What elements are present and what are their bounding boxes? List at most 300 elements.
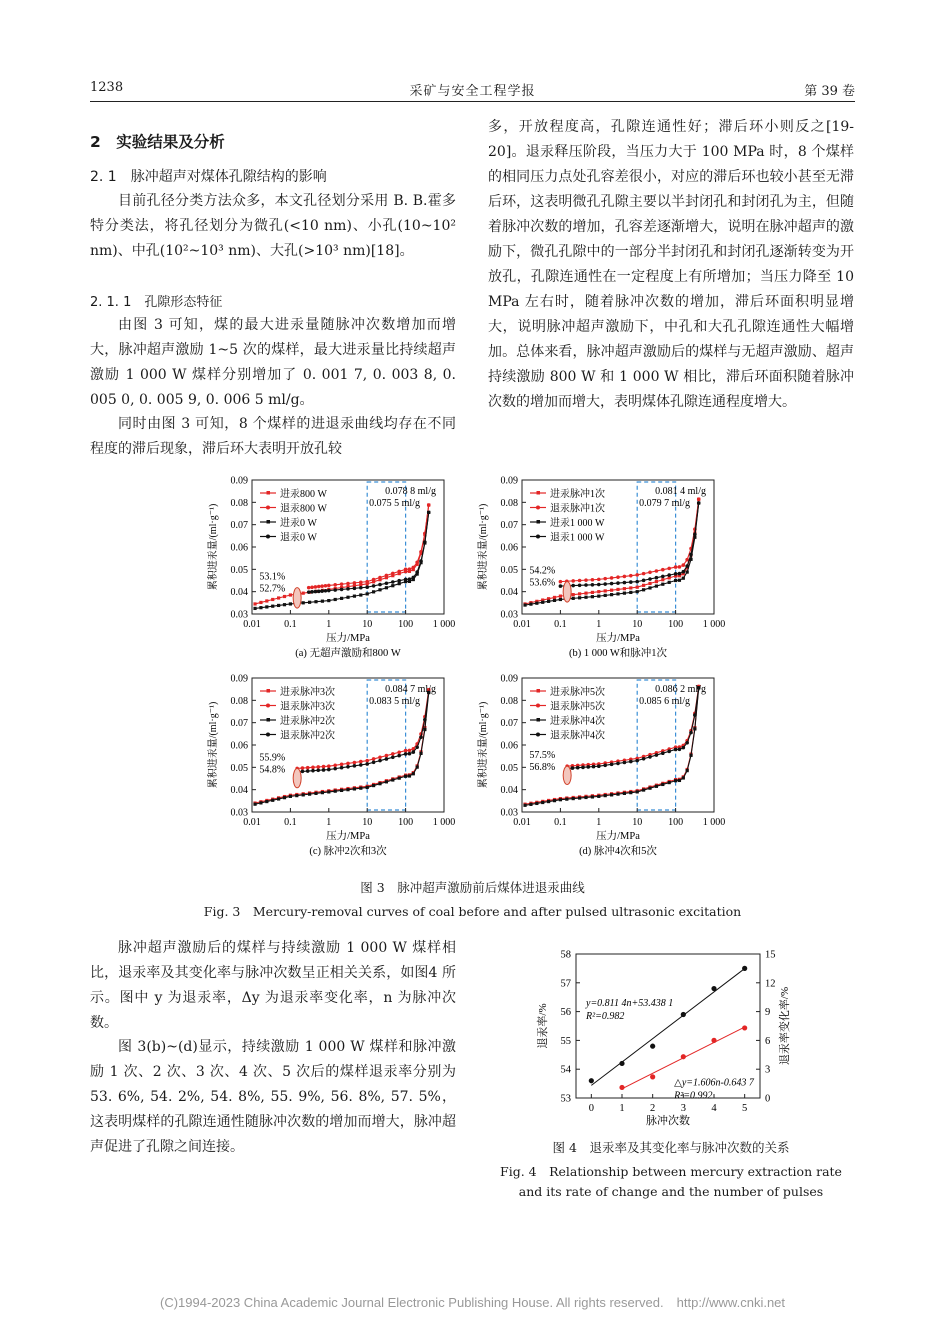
data-point [636,586,639,589]
legend-label: 进汞1 000 W [550,518,605,529]
data-point [353,761,357,765]
x-tick-label: 0.1 [284,817,297,828]
legend-label: 进汞脉冲5次 [550,687,605,698]
hysteresis-marker [563,766,571,784]
data-point [333,763,337,767]
data-point [576,766,580,770]
max-label-lower: 0.083 5 ml/g [369,696,420,707]
y-tick-label: 58 [560,949,571,961]
data-point [674,572,678,576]
y-tick-label: 56 [560,1007,571,1019]
data-point [408,774,411,777]
right-paragraph-1: 多，开放程度高，孔隙连通性好；滞后环小则反之[19-20]。退汞释压阶段，当压力大于 100 MPa 时，8 个煤样的相同压力点处孔容差很小，对应的滞后环也较小甚至无滞后环，这表明微孔孔隙主要以半封闭孔和封闭孔为主，但随着脉冲次数的增加，孔容差逐渐增大，说明在脉冲超声的激励下，微孔孔隙中的一部分半封闭孔和封闭孔逐渐转变为开放孔，孔隙连通性在一定程度上有所增加；当压力降至 10 MPa 左右时，随着脉冲次数的增加，滞后环面积明显增大，说明脉冲超声激励下，中孔和大孔孔隙连通性大幅增加。总体来看，脉冲超声激励后的煤样与无超声激励、超声持续激励 800 W 和 1 000 W 相比，滞后环面积随着脉冲次数的增加而增大，表明煤体孔隙连通程度增大。 [488,119,854,410]
data-point [529,603,532,606]
data-point [616,762,620,766]
data-point [416,766,419,769]
data-point [547,600,550,603]
data-point [682,570,686,574]
y-tick-label: 0.07 [500,718,518,730]
y-tick-label: 0.06 [230,740,248,752]
data-point-change [650,1074,655,1079]
data-point [415,570,419,574]
data-point [372,590,375,593]
data-point [359,586,363,590]
data-point [408,749,412,753]
data-point [346,596,349,599]
x-tick-label: 10 [362,817,373,828]
x-tick-label: 0.01 [243,817,261,828]
volume-label: 第 39 卷 [804,84,855,99]
y-axis-label: 累积进汞量/(ml·g⁻¹) [478,701,489,789]
data-point [385,780,388,783]
data-point [667,750,671,754]
x-tick-label: 100 [668,817,684,828]
x-tick-label: 1 000 [702,817,726,828]
data-point [419,752,422,755]
y-axis-label: 累积进汞量/(ml·g⁻¹) [478,503,489,591]
data-point [603,763,607,767]
data-point [277,604,280,607]
data-point [372,761,376,765]
data-point [616,592,619,595]
data-point [655,580,658,583]
legend-marker [267,491,271,495]
bottom-paragraph-1: 脉冲超声激励后的煤样与持续激励 1 000 W 煤样相比，退汞率及其变化率与脉冲次数呈正相关关系，如图4 所示。图中 y 为退汞率，Δy 为退汞率变化率，n 为脉冲次数。 [90,940,456,1031]
data-point [584,592,587,595]
data-point-rate [711,986,716,991]
data-point [689,731,693,735]
y-tick-label: 0.07 [500,520,518,532]
data-point [591,595,594,598]
x-axis-label: 压力/MPa [596,831,640,842]
y-tick-label: 0.09 [500,475,518,487]
data-point [412,566,416,570]
data-point [629,574,633,578]
data-point [353,787,356,790]
left-paragraph-2: 由图 3 可知，煤的最大进汞量随脉冲次数增加而增大，脉冲超声激励 1~5 次的煤样，最大进汞量比持续超声激励 1 000 W 煤样分别增加了 0. 001 7, 0. 003 8, 0. 005 0, 0. 005 9, 0. 006 5 ml/g。 [90,317,456,408]
data-point [308,601,311,604]
data-point [412,576,416,580]
data-point [327,790,330,793]
data-point [623,581,627,585]
legend-marker [536,733,540,737]
data-point [578,596,581,599]
x-tick-label: 0.01 [243,619,261,630]
data-point [391,584,394,587]
panel-caption: (d) 脉冲4次和5次 [579,846,657,857]
y-tick-label: 0.08 [500,695,518,707]
data-point [359,763,363,767]
data-point [685,741,689,745]
data-point [668,581,671,584]
data-point [535,802,538,805]
data-point [306,769,310,773]
y-tick-label: 0.09 [230,475,248,487]
y-tick-label: 0.03 [230,807,248,819]
data-point [553,599,556,602]
data-point [623,792,626,795]
data-point [642,788,645,791]
data-point [311,769,315,773]
data-point [259,801,262,804]
panel-caption: (a) 无超声激励和800 W [295,648,401,659]
data-point [674,565,678,569]
max-label-upper: 0.084 7 ml/g [385,684,436,695]
data-point [689,754,692,757]
data-point [584,796,587,799]
legend-label: 进汞脉冲2次 [280,716,335,727]
data-point [578,579,582,583]
data-point [578,584,582,588]
x-tick-label: 0.01 [513,817,531,828]
data-point [310,590,314,594]
data-point [635,759,639,763]
page-number: 1238 [90,80,124,95]
data-point [302,793,305,796]
data-point [353,587,357,591]
data-point [346,587,350,591]
y-tick-label: 0.09 [500,673,518,685]
data-point [277,596,280,599]
x-tick-label: 100 [668,619,684,630]
data-point [682,776,685,779]
data-point [597,583,601,587]
data-point [365,580,369,584]
data-point [648,787,651,790]
data-point [597,590,600,593]
data-point [322,768,326,772]
data-point [629,586,632,589]
data-point [289,593,292,596]
x-tick-label: 5 [742,1103,748,1114]
data-point [661,575,665,579]
data-point [340,789,343,792]
equation-1: y=0.811 4n+53.438 1 [586,997,674,1009]
data-point [541,801,544,804]
data-point [636,790,639,793]
data-point [553,799,556,802]
data-point [385,586,388,589]
data-point [372,784,375,787]
data-point [404,752,408,756]
legend-label: 进汞脉冲4次 [550,716,605,727]
legend-label: 进汞0 W [280,518,317,529]
data-point [591,583,595,587]
y-right-tick-label: 3 [765,1064,771,1076]
data-point [655,753,659,757]
data-point [553,596,556,599]
data-point [307,590,311,594]
legend-marker [267,520,271,524]
x-tick-label: 10 [362,619,373,630]
data-point [334,598,337,601]
data-point [693,532,697,536]
y-right-tick-label: 9 [765,1007,771,1019]
data-point [572,797,575,800]
x-axis-label: 压力/MPa [596,633,640,644]
data-point [333,767,337,771]
data-point [693,713,697,717]
data-point [661,751,665,755]
y-tick-label: 0.08 [500,497,518,509]
y-tick-label: 0.05 [500,564,518,576]
left-paragraph-1: 目前孔径分类方法众多，本文孔径划分采用 B. B.霍多特分类法，将孔径划分为微孔(<10 nm)、小孔(10~10² nm)、中孔(10²~10³ nm)、大孔(>10³ nm)[18]。 [90,193,456,259]
data-point-change [619,1085,624,1090]
data-point [682,746,686,750]
y-right-tick-label: 15 [765,949,776,961]
data-point [334,790,337,793]
data-point [398,582,401,585]
data-point [635,580,639,584]
y-tick-label: 54 [560,1064,571,1076]
data-point [623,592,626,595]
x-tick-label: 1 000 [702,619,726,630]
hysteresis-pct-upper: 54.2% [529,565,556,577]
data-point-rate [589,1078,594,1083]
data-point [385,574,389,578]
data-point [427,511,431,515]
max-label-lower: 0.079 7 ml/g [639,498,690,509]
data-point [317,590,321,594]
data-point [689,553,693,557]
data-point [404,568,408,572]
hysteresis-pct-upper: 55.9% [259,752,286,764]
legend-label: 退汞800 W [280,503,327,515]
data-point [629,791,632,794]
data-point [359,593,362,596]
data-point [661,578,664,581]
legend-label: 退汞1 000 W [550,532,605,544]
data-point [584,583,588,587]
legend-label: 退汞脉冲1次 [550,503,605,515]
hysteresis-pct-upper: 57.5% [529,750,556,762]
data-point [408,577,412,581]
legend-label: 退汞脉冲2次 [280,730,335,742]
x-tick-label: 1 000 [432,619,456,630]
data-point [655,569,659,573]
data-point [661,568,665,572]
y-tick-label: 55 [560,1035,571,1047]
data-point [655,576,659,580]
data-point [559,580,563,584]
left-paragraph-3: 同时由图 3 可知，8 个煤样的进退汞曲线均存在不同程度的滞后现象，滞后环大表明开放孔较 [90,416,456,457]
data-point [655,785,658,788]
data-point [378,576,382,580]
legend-label: 退汞脉冲3次 [280,701,335,713]
x-tick-label: 4 [711,1103,717,1114]
max-label-lower: 0.075 5 ml/g [369,498,420,509]
bottom-paragraph-2: 图 3(b)~(d)显示，持续激励 1 000 W 煤样和脉冲激励 1 次、2 次、3 次、4 次、5 次后的煤样退汞率分别为 53. 6%, 54. 2%, 54. 8%, 55. 9%, 56. 8%, 57. 5%，这表明煤样的孔隙连通性随脉冲次数的增加而增大，脉冲超声促进了孔隙之间连接。 [90,1039,456,1155]
data-point-rate [650,1044,655,1049]
data-point [597,578,601,582]
data-point [648,582,651,585]
data-point [419,735,423,739]
data-point [372,584,376,588]
x-tick-label: 2 [650,1103,656,1114]
data-point [408,752,412,756]
data-point [629,580,633,584]
data-point [610,589,613,592]
data-point [277,797,280,800]
y-tick-label: 0.03 [500,609,518,621]
data-point [629,591,632,594]
data-point [559,798,562,801]
data-point-rate [742,966,747,971]
y-tick-label: 0.03 [500,807,518,819]
data-point [359,760,363,764]
data-point [629,760,633,764]
data-point [648,571,652,575]
data-point [397,570,401,574]
fig4-chart [528,940,818,1130]
data-point [289,602,292,605]
data-point [317,585,321,589]
data-point [648,755,652,759]
data-point-change [711,1038,716,1043]
data-point [295,794,298,797]
data-point [523,804,526,807]
max-label-upper: 0.078 8 ml/g [385,486,436,497]
fig3-panel-c [198,668,468,868]
data-point [253,803,256,806]
data-point [610,582,614,586]
data-point [316,765,320,769]
data-point [346,762,350,766]
y-axis-label: 累积进汞量/(ml·g⁻¹) [208,503,219,591]
data-point [283,603,286,606]
data-point [365,762,369,766]
data-point [289,795,292,798]
y-right-tick-label: 12 [765,978,776,990]
data-point [581,766,585,770]
data-point [559,595,562,598]
data-point [686,570,689,573]
data-point [259,606,262,609]
data-point [541,601,544,604]
x-tick-label: 1 [326,817,332,828]
data-point [340,766,344,770]
data-point [678,572,682,576]
y-axis-label: 累积进汞量/(ml·g⁻¹) [208,701,219,789]
data-point [685,564,689,568]
data-point [610,576,614,580]
fig3-panel-b [468,470,748,670]
y-tick-label: 57 [560,978,571,990]
data-point [591,795,594,798]
y-tick-label: 0.08 [230,695,248,707]
x-axis-label: 压力/MPa [326,831,370,842]
data-point [307,586,311,590]
data-point [610,793,613,796]
subsubsection-heading: 2. 1. 1 孔隙形态特征 [90,295,223,310]
data-point [311,766,315,770]
data-point [584,578,588,582]
data-point [265,599,268,602]
data-point [391,778,394,781]
data-point [353,764,357,768]
hysteresis-pct-lower: 54.8% [259,764,286,776]
data-point [415,745,419,749]
x-axis-label: 脉冲次数 [646,1115,690,1127]
data-point [586,765,590,769]
data-point [412,772,415,775]
data-point [314,585,318,589]
data-point [571,579,575,583]
max-label-lower: 0.085 6 ml/g [639,696,690,707]
data-point [578,796,581,799]
y-tick-label: 0.06 [500,542,518,554]
data-point [597,764,601,768]
data-point [642,588,645,591]
x-tick-label: 0.01 [513,619,531,630]
fig4-caption-cn: 图 4 退汞率及其变化率与脉冲次数的关系 [552,1140,790,1155]
data-point [271,605,274,608]
data-point [327,589,331,593]
section-heading: 2 实验结果及分析 [90,133,225,151]
data-point [404,749,408,753]
data-point [642,579,646,583]
copyright-footer: (C)1994-2023 China Academic Journal Electronic Publishing House. All rights reserved. http://www.cnki.net [159,1295,786,1310]
data-point [310,585,314,589]
data-point [397,750,401,754]
data-point [340,588,344,592]
y-right-tick-label: 6 [765,1035,771,1047]
data-point [423,718,427,722]
data-point [571,584,575,588]
data-point [674,748,678,752]
y-tick-label: 0.05 [230,564,248,576]
fig4-caption-en-1: Fig. 4 Relationship between mercury extraction rate [500,1164,842,1179]
data-point [327,599,330,602]
data-point [359,787,362,790]
data-point [283,796,286,799]
data-point [340,582,344,586]
y-tick-label: 0.09 [230,673,248,685]
data-point [372,757,376,761]
fig4-caption-en-2: and its rate of change and the number of pulses [518,1184,824,1199]
data-point [404,578,408,582]
data-point [365,585,369,589]
data-point [603,582,607,586]
data-point [547,800,550,803]
legend-marker [266,535,270,539]
hysteresis-marker [293,768,301,787]
data-point [597,595,600,598]
data-point [372,578,376,582]
data-point [584,596,587,599]
legend-marker [536,506,540,510]
panel-caption: (c) 脉冲2次和3次 [309,846,387,857]
fig3-caption-cn: 图 3 脉冲超声激励前后煤体进退汞曲线 [360,880,585,895]
data-point [340,597,343,600]
data-point [642,757,646,761]
data-point [610,593,613,596]
data-point [636,590,639,593]
legend-marker [537,718,541,722]
data-point [259,601,262,604]
data-point [616,575,620,579]
data-point [427,503,431,507]
max-label-upper: 0.081 4 ml/g [655,486,706,497]
y-right-axis-label: 退汞率变化率/% [779,986,791,1066]
data-point [385,581,389,585]
series-line-1 [309,505,429,588]
y-tick-label: 0.04 [500,785,518,797]
data-point [314,792,317,795]
x-tick-label: 100 [398,817,414,828]
legend-marker [266,733,270,737]
data-point [655,584,658,587]
